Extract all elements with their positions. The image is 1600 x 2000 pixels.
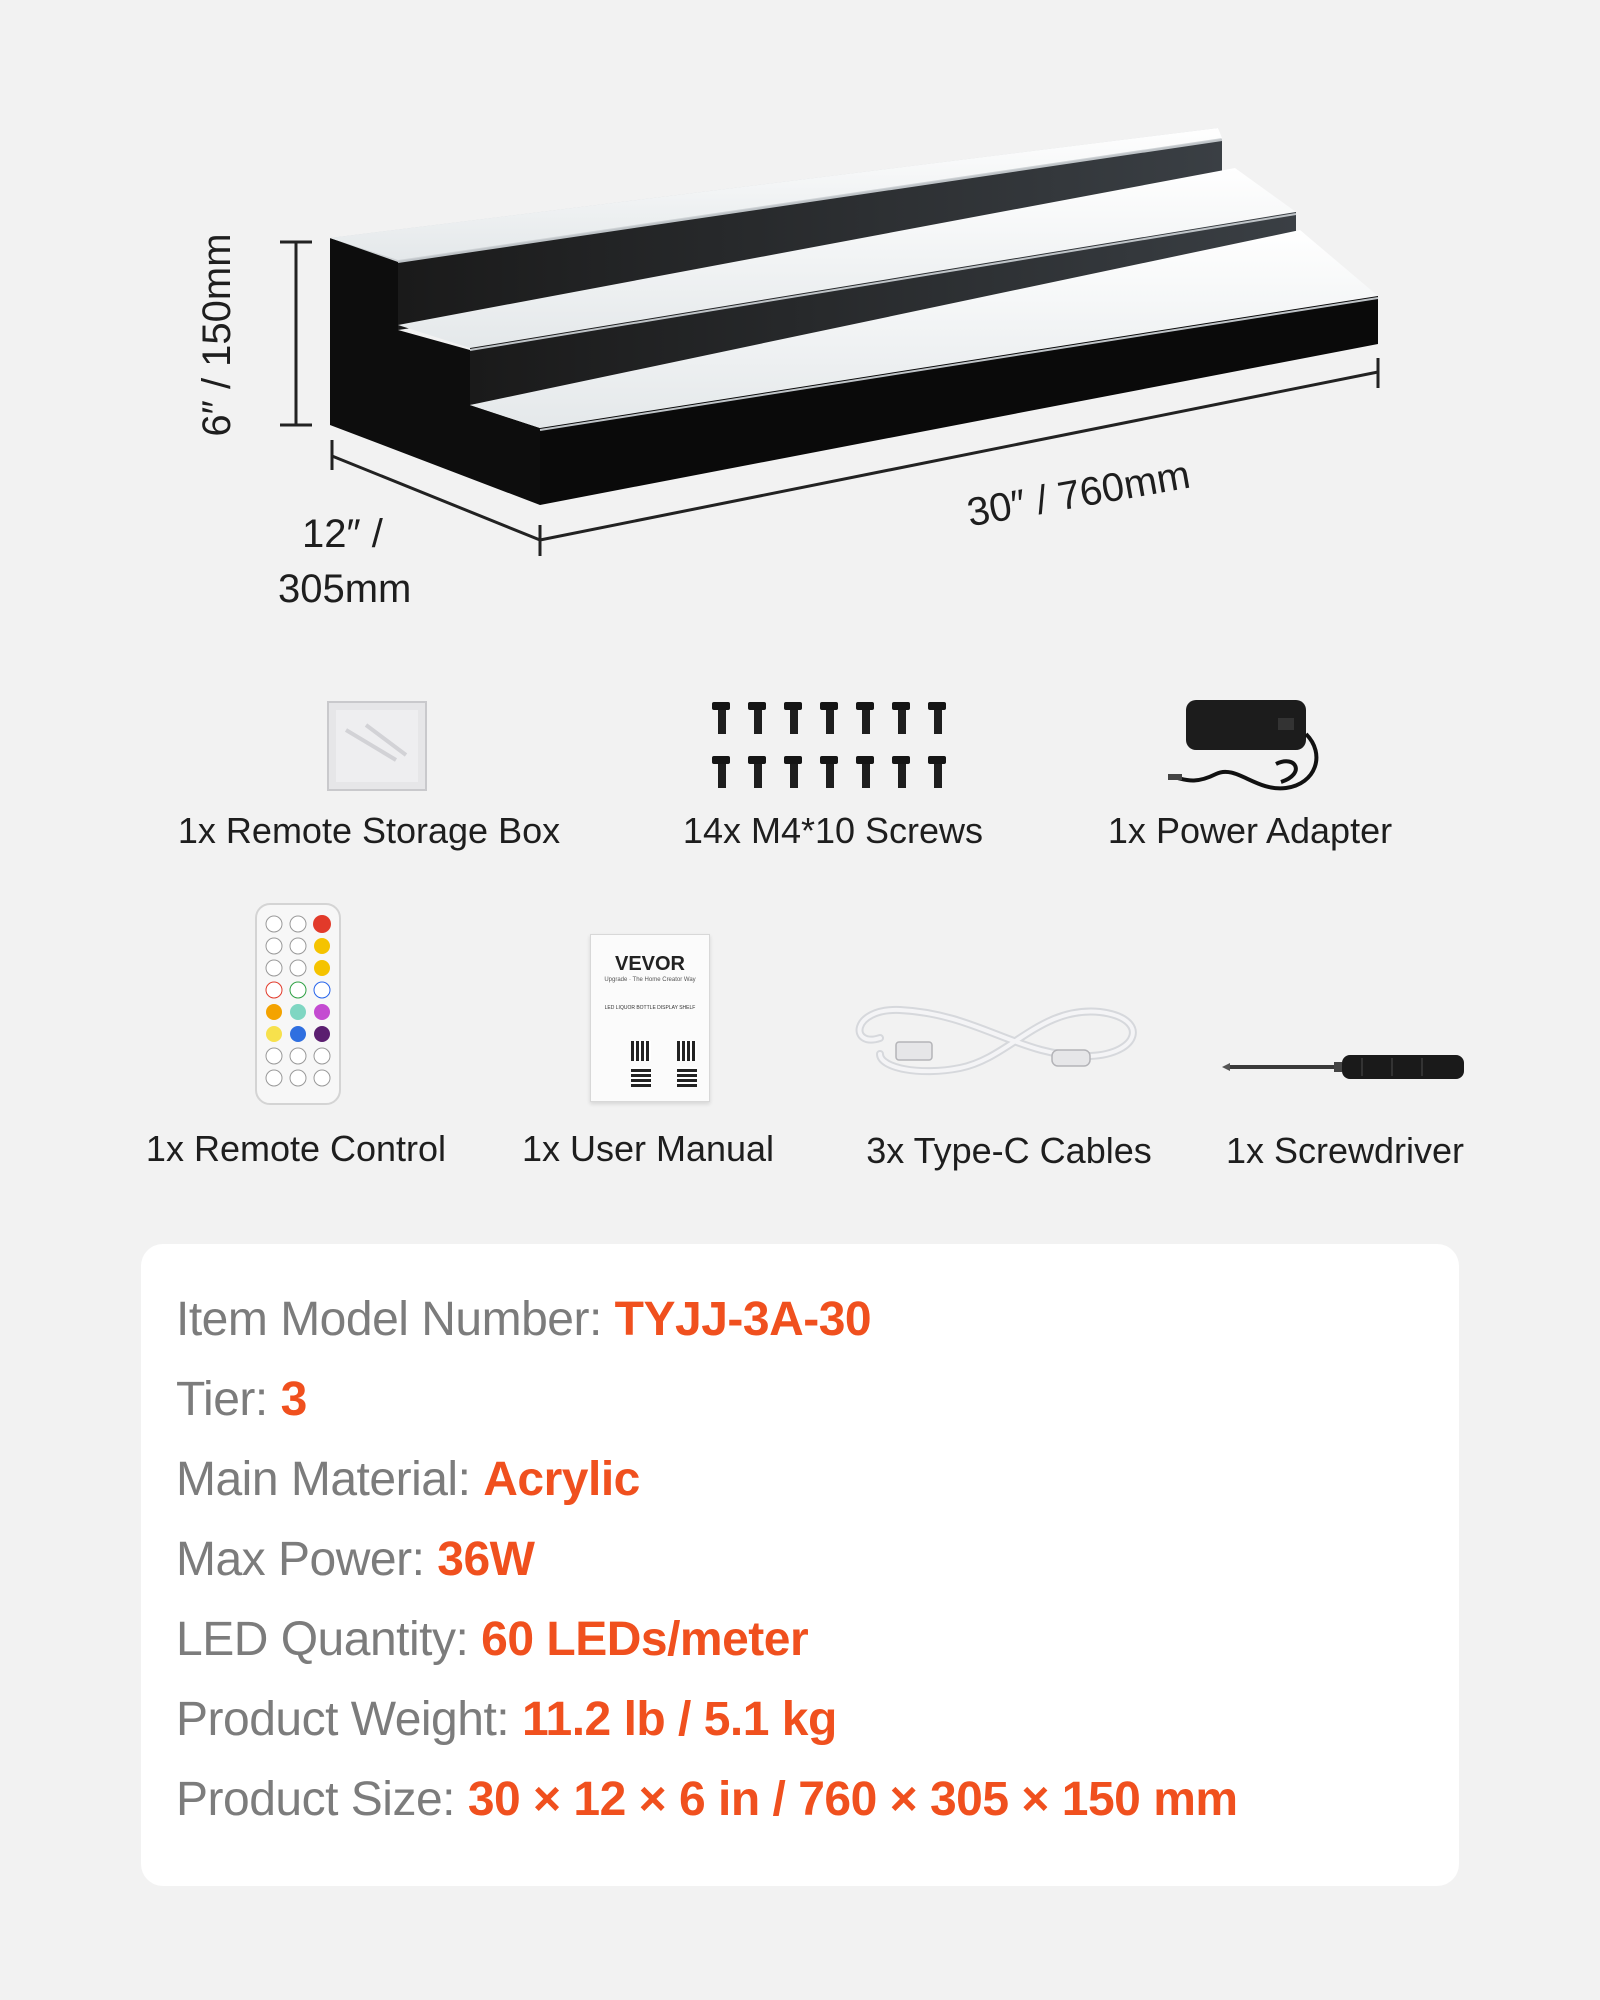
qr-code-icon: [677, 1067, 697, 1087]
accessory-label-screws: 14x M4*10 Screws: [682, 810, 984, 851]
screw-icon: [748, 702, 766, 734]
storage-box-icon: [326, 700, 428, 792]
spec-value: 60 LEDs/meter: [481, 1613, 809, 1666]
screw-icon: [712, 702, 730, 734]
screw-icon: [928, 756, 946, 788]
screws-icon: [712, 698, 952, 790]
accessory-label-remote-control: 1x Remote Control: [145, 1128, 447, 1169]
spec-label: Item Model Number:: [176, 1293, 615, 1346]
screw-icon: [820, 756, 838, 788]
accessory-label-user-manual: 1x User Manual: [521, 1128, 775, 1169]
spec-row: [176, 1292, 871, 1347]
spec-label: Main Material:: [176, 1453, 484, 1506]
accessory-label-power-adapter: 1x Power Adapter: [1107, 810, 1393, 851]
depth-dimension-label-line1: 12″ /: [302, 512, 383, 556]
width-dimension-label: 30″ / 760mm: [963, 452, 1194, 536]
spec-row: [176, 1372, 307, 1427]
screwdriver-icon: [1222, 1052, 1466, 1082]
manual-title: LED LIQUOR BOTTLE DISPLAY SHELF: [604, 1005, 696, 1011]
spec-row: [176, 1772, 1238, 1827]
spec-row: [176, 1692, 837, 1747]
spec-value: Acrylic: [483, 1453, 640, 1506]
spec-value: 3: [280, 1373, 307, 1426]
spec-row: [176, 1532, 534, 1587]
qr-code-icon: [631, 1041, 651, 1061]
spec-label: Tier:: [176, 1373, 281, 1426]
spec-label: LED Quantity:: [176, 1613, 482, 1666]
height-dimension-label: 6″ / 150mm: [195, 233, 239, 437]
screw-icon: [856, 702, 874, 734]
screw-icon: [712, 756, 730, 788]
spec-value: 36W: [437, 1533, 535, 1586]
manual-tagline: Upgrade · The Home Creator Way: [604, 977, 696, 983]
manual-brand: VEVOR: [614, 953, 686, 975]
accessory-label-screwdriver: 1x Screwdriver: [1225, 1130, 1465, 1171]
user-manual-icon: [590, 934, 710, 1102]
screw-icon: [784, 702, 802, 734]
screw-icon: [892, 702, 910, 734]
screw-icon: [928, 702, 946, 734]
spec-value: 30 × 12 × 6 in / 760 × 305 × 150 mm: [467, 1773, 1238, 1826]
screw-icon: [748, 756, 766, 788]
spec-row: [176, 1452, 640, 1507]
accessory-label-storage-box: 1x Remote Storage Box: [177, 810, 561, 851]
power-adapter-icon: [1166, 694, 1326, 800]
shelf-product-image: [0, 0, 1600, 600]
qr-code-icon: [677, 1041, 697, 1061]
qr-code-icon: [631, 1067, 651, 1087]
spec-label: Product Weight:: [176, 1693, 522, 1746]
spec-value: 11.2 lb / 5.1 kg: [521, 1693, 837, 1746]
screw-icon: [784, 756, 802, 788]
screw-icon: [856, 756, 874, 788]
spec-label: Max Power:: [176, 1533, 438, 1586]
accessory-label-type-c-cables: 3x Type-C Cables: [866, 1130, 1152, 1171]
screw-icon: [820, 702, 838, 734]
type-c-cables-icon: [840, 998, 1158, 1084]
spec-row: [176, 1612, 808, 1667]
spec-value: TYJJ-3A-30: [614, 1293, 872, 1346]
remote-control-icon: [254, 902, 342, 1106]
screw-icon: [892, 756, 910, 788]
depth-dimension-label-line2: 305mm: [278, 567, 412, 611]
spec-label: Product Size:: [176, 1773, 468, 1826]
